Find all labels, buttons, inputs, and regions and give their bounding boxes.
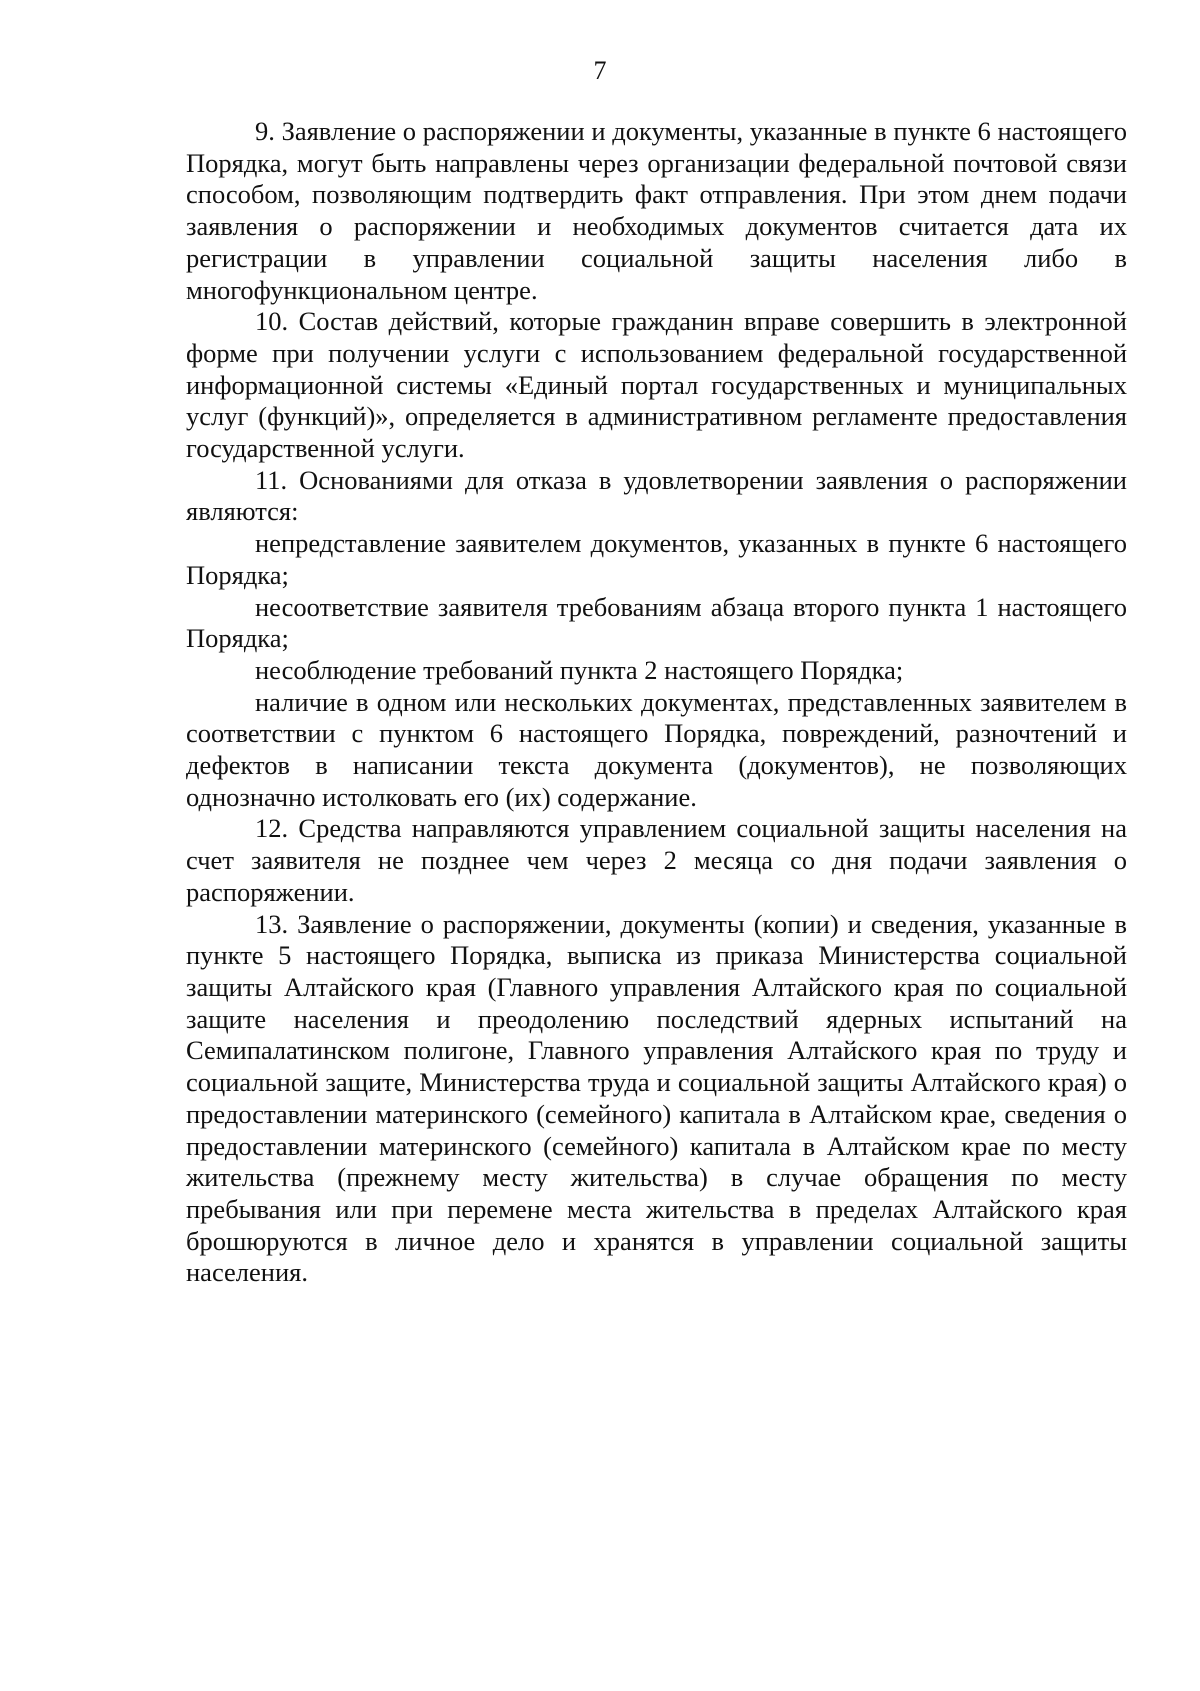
paragraph-10: 10. Состав действий, которые гражданин вправе совершить в электронной форме при получении услуги с использованием федеральной государственной информационной системы «Единый портал государственных и муниципальных услуг (функций)», определяется в административном регламенте предоставления государственной услуги.	[186, 306, 1127, 464]
refusal-ground-requirements-not-met: несоблюдение требований пункта 2 настоящего Порядка;	[255, 654, 904, 685]
paragraph-9: 9. Заявление о распоряжении и документы, указанные в пункте 6 настоящего Порядка, могут быть направлены через организации федеральной почтовой связи способом, позволяющим подтвердить факт отправления. При этом днем подачи заявления о распоряжении и необходимых документов считается дата их регистрации в управлении социальной защиты населения либо в многофункциональном центре.	[186, 116, 1127, 305]
paragraph-12: 12. Средства направляются управлением социальной защиты населения на счет заявителя не позднее чем через 2 месяца со дня подачи заявления о распоряжении.	[186, 813, 1127, 907]
paragraph-11: 11. Основаниями для отказа в удовлетворении заявления о распоряжении являются:	[186, 464, 1127, 527]
refusal-ground-document-defects: наличие в одном или нескольких документах, представленных заявителем в соответствии с пунктом 6 настоящего Порядка, повреждений, разночтений и дефектов в написании текста документа (документов), не позволяющих однозначно истолковать его (их) содержание.	[186, 686, 1127, 812]
paragraph-13: 13. Заявление о распоряжении, документы (копии) и сведения, указанные в пункте 5 настоящего Порядка, выписка из приказа Министерства социальной защиты Алтайского края (Главного управления Алтайского края по социальной защите населения и преодолению последствий ядерных испытаний на Семипалатинском полигоне, Главного управления Алтайского края по труду и социальной защите, Министерства труда и социальной защиты Алтайского края) о предоставлении материнского (семейного) капитала в Алтайском крае, сведения о предоставлении материнского (семейного) капитала в Алтайском крае по месту жительства (прежнему месту жительства) в случае обращения по месту пребывания или при перемене места жительства в пределах Алтайского края брошюруются в личное дело и хранятся в управлении социальной защиты населения.	[186, 908, 1127, 1288]
refusal-ground-applicant-mismatch: несоответствие заявителя требованиям абзаца второго пункта 1 настоящего Порядка;	[186, 591, 1127, 654]
document-body	[186, 116, 1127, 1289]
refusal-ground-documents-missing: непредставление заявителем документов, указанных в пункте 6 настоящего Порядка;	[186, 528, 1127, 590]
page-number: 7	[593, 56, 607, 85]
